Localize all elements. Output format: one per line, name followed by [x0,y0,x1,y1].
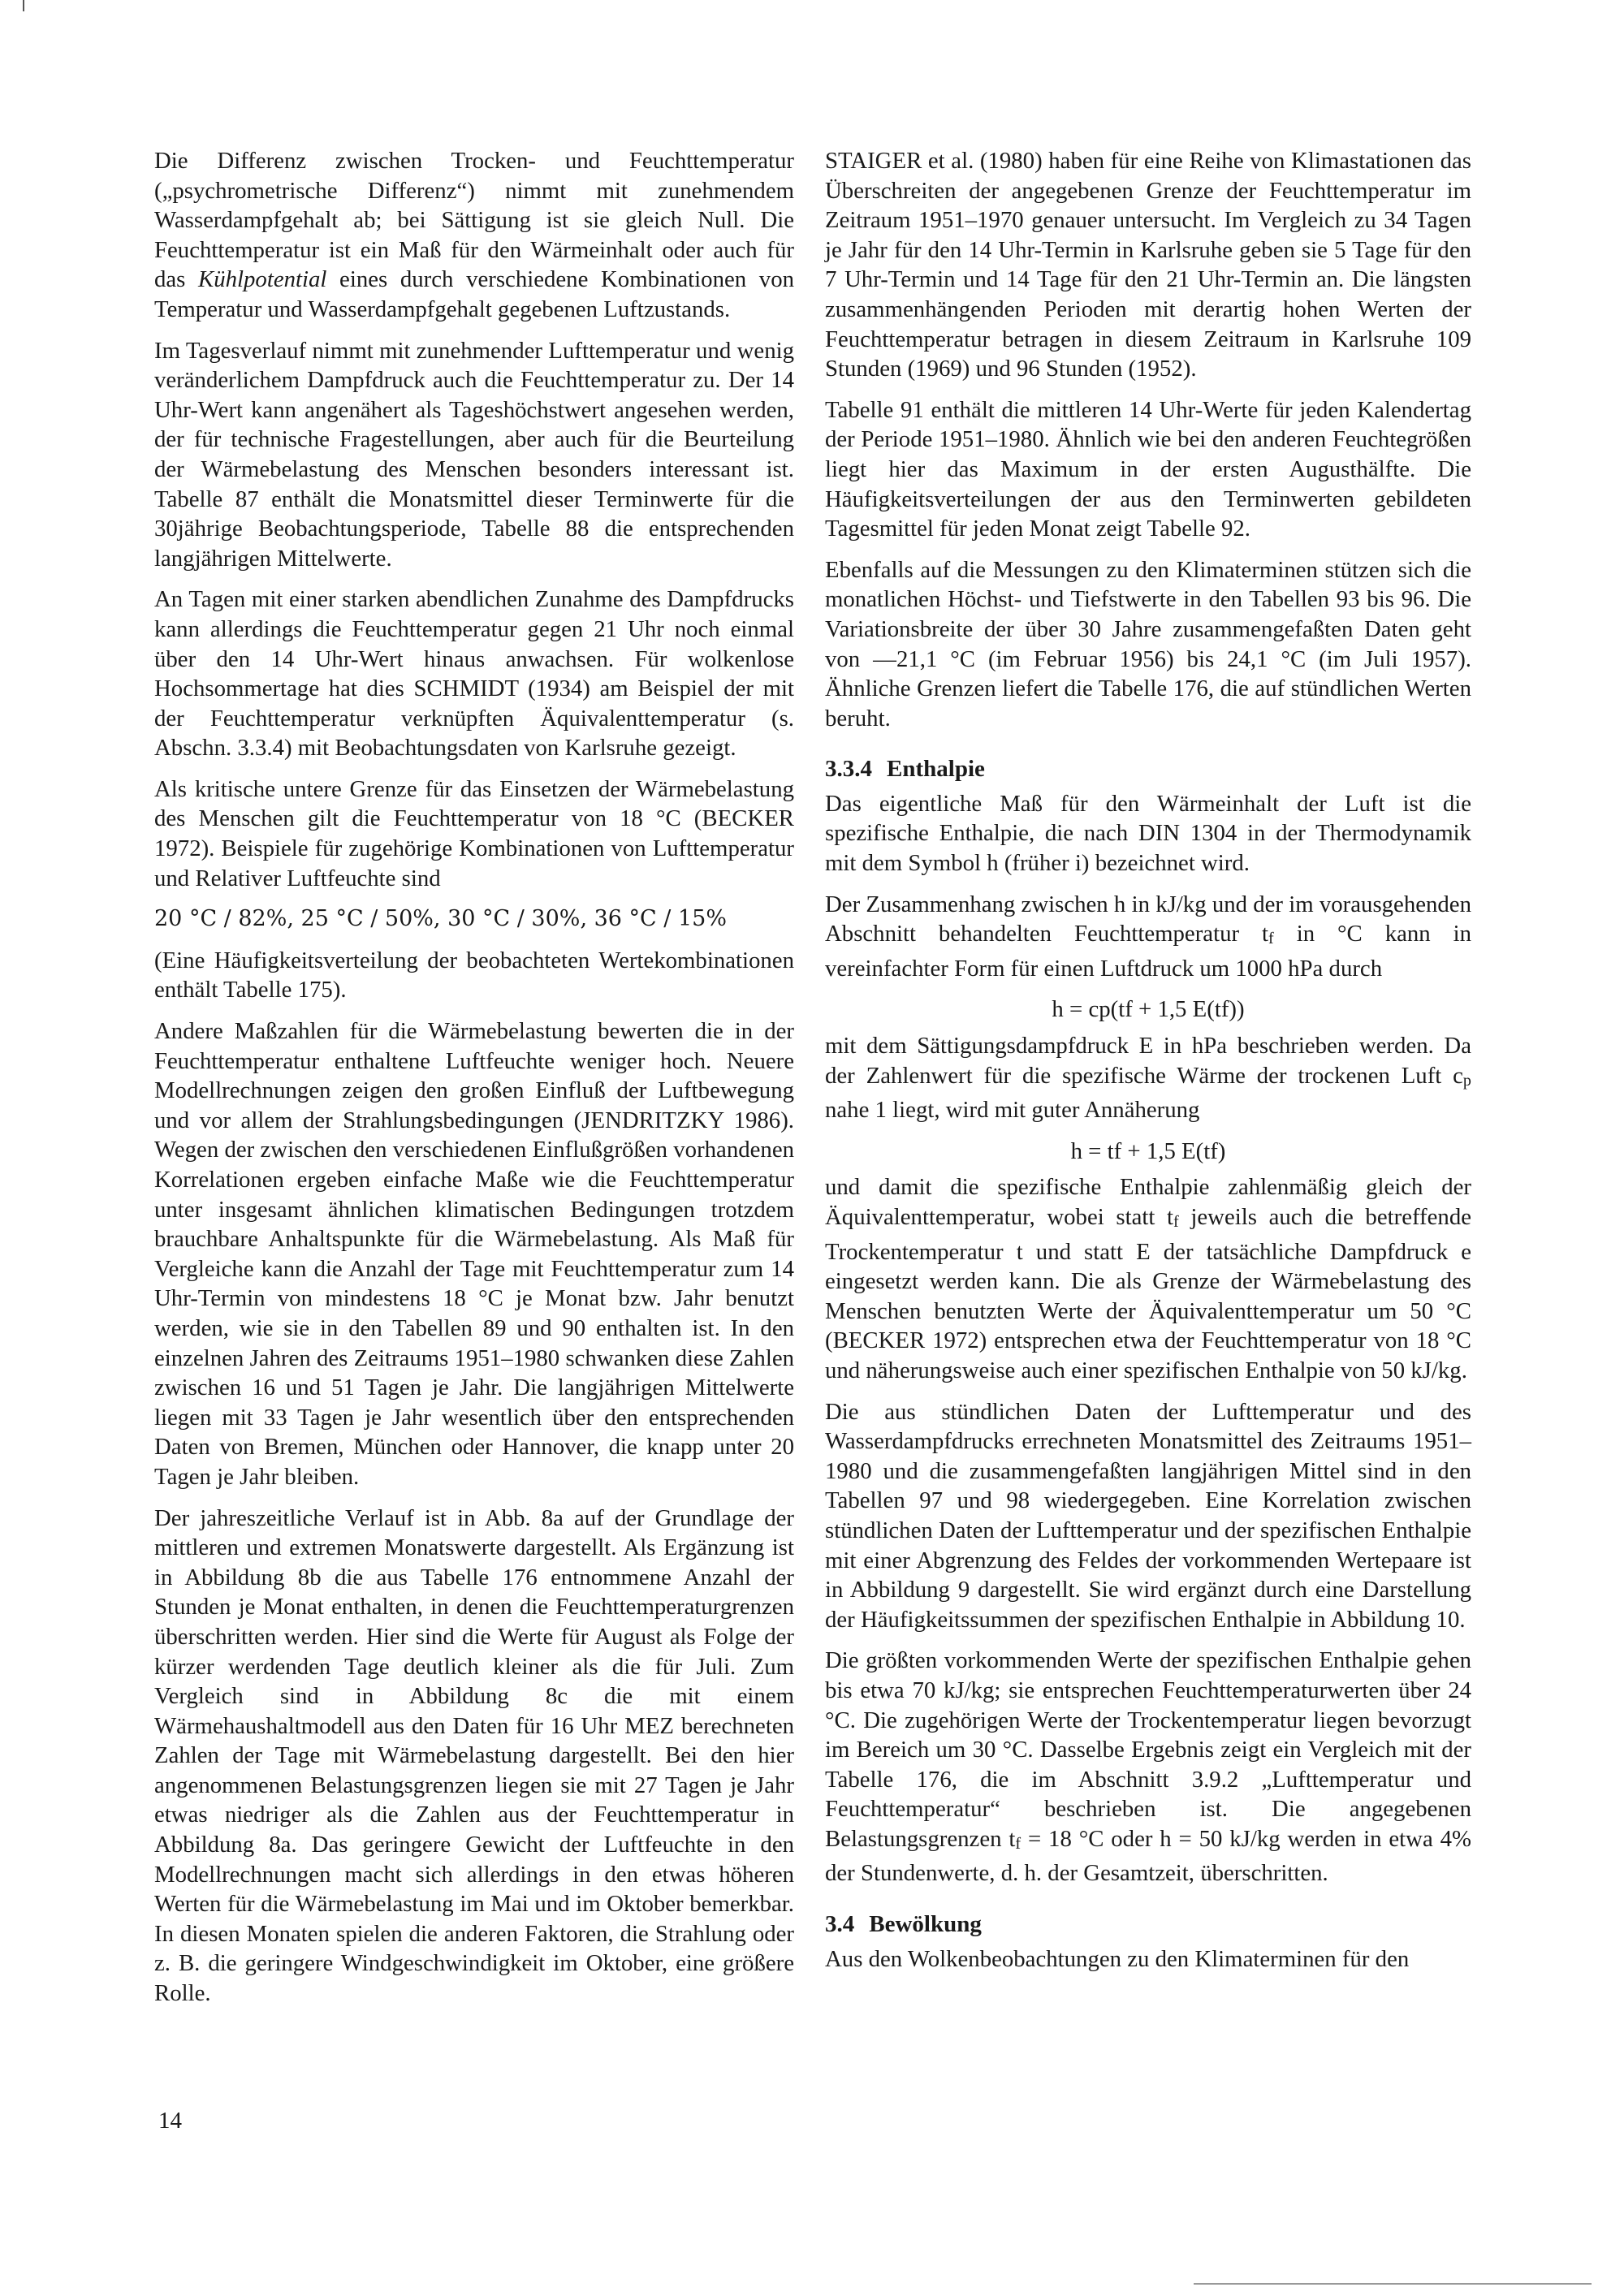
equation-2: h = tf + 1,5 E(tf) [1070,1137,1226,1164]
emphasis: Kühlpotential [198,266,327,293]
paragraph: und damit die spezifische Enthalpie zahlenmäßig gleich der Äquivalenttemperatur, wobei statt tf jeweils auch die betreffende Trockentemperatur t und statt E der tatsächliche Dampfdruck e eingesetzt werden kann. Die als Grenze der Wärmebelastung des Menschen benutzten Werte der Äquivalenttemperatur um 50 °C (BECKER 1972) entsprechen etwa der Feuchttemperatur von 18 °C und näherungsweise auch einer spezifischen Enthalpie von 50 kJ/kg. [825,1174,1472,1383]
left-column [154,146,794,2020]
paragraph: Aus den Wolkenbeobachtungen zu den Klimaterminen für den [825,1945,1410,1972]
paragraph: Ebenfalls auf die Messungen zu den Klimaterminen stützen sich die monatlichen Höchst- und Tiefstwerte in den Tabellen 93 bis 96. Die Variationsbreite der über 30 Jahre zusammengefaßten Daten geht von —21,1 °C (im Februar 1956) bis 24,1 °C (im Juli 1957). Ähnliche Grenzen liefert die Tabelle 176, die auf stündlichen Werten beruht. [825,556,1471,732]
paragraph: mit dem Sättigungsdampfdruck E in hPa beschrieben werden. Da der Zahlenwert für die spezifische Wärme der trockenen Luft cp nahe 1 liegt, wird mit guter Annäherung [825,1033,1471,1124]
value-combinations: 20 °C / 82%, 25 °C / 50%, 30 °C / 30%, 36 °C / 15% [154,906,727,932]
paragraph: Die größten vorkommenden Werte der spezifischen Enthalpie gehen bis etwa 70 kJ/kg; sie entsprechen Feuchttemperaturwerten über 24 °C. Die zugehörigen Werte der Trockentemperatur liegen bevorzugt im Bereich um 30 °C. Dasselbe Ergebnis zeigt ein Vergleich mit der Tabelle 176, die im Abschnitt 3.9.2 „Lufttemperatur und Feuchttemperatur“ beschrieben ist. Die angegebenen Belastungsgrenzen tf = 18 °C oder h = 50 kJ/kg werden in etwa 4% der Stundenwerte, d. h. der Gesamtzeit, überschritten. [825,1647,1471,1887]
page-number: 14 [158,2108,182,2134]
paragraph: Der Zusammenhang zwischen h in kJ/kg und der im vorausgehenden Abschnitt behandelten Feuchttemperatur tf in °C kann in vereinfachter Form für einen Luftdruck um 1000 hPa durch [825,891,1472,982]
paragraph: Die Differenz zwischen Trocken- und Feuchttemperatur („psychrometrische Differenz“) nimmt mit zunehmendem Wasserdampfgehalt ab; bei Sättigung ist sie gleich Null. Die Feuchttemperatur ist ein Maß für den Wärmeinhalt oder auch für das Kühlpotential eines durch verschiedene Kombinationen von Temperatur und Wasserdampfgehalt gegebenen Luftzustands. [154,148,794,322]
section-heading-bewoelkung: 3.4 Bewölkung [825,1911,982,1938]
scan-edge-line [1194,2283,1592,2285]
equation-1: h = cp(tf + 1,5 E(tf)) [1052,996,1245,1023]
paragraph: Andere Maßzahlen für die Wärmebelastung bewerten die in der Feuchttemperatur enthaltene Luftfeuchte weniger hoch. Neuere Modellrechnungen zeigen den großen Einfluß der Luftbewegung und vor allem der Strahlungsbedingungen (JENDRITZKY 1986). Wegen der zwischen den verschiedenen Einflußgrößen vorhandenen Korrelationen ergeben einfache Maße wie die Feuchttemperatur unter insgesamt ähnlichen klimatischen Bedingungen trotzdem brauchbare Anhaltspunkte für die Wärmebelastung. Als Maß für Vergleiche kann die Anzahl der Tage mit Feuchttemperatur zum 14 Uhr-Termin von mindestens 18 °C je Monat bzw. Jahr benutzt werden, wie sie in den Tabellen 89 und 90 enthalten ist. In den einzelnen Jahren des Zeitraums 1951–1980 schwanken diese Zahlen zwischen 16 und 51 Tagen je Jahr. Die langjährigen Mittelwerte liegen mit 33 Tagen je Jahr wesentlich über den entsprechenden Daten von Bremen, München oder Hannover, die knapp unter 20 Tagen je Jahr bleiben. [154,1018,794,1490]
paragraph: Tabelle 91 enthält die mittleren 14 Uhr-Werte für jeden Kalendertag der Periode 1951–1980. Ähnlich wie bei den anderen Feuchtegrößen liegt hier das Maximum in der ersten Augusthälfte. Die Häufigkeitsverteilungen der aus den Terminwerten gebildeten Tagesmittel für jeden Monat zeigt Tabelle 92. [825,396,1471,542]
paragraph: Das eigentliche Maß für den Wärmeinhalt der Luft ist die spezifische Enthalpie, die nach DIN 1304 in der Thermodynamik mit dem Symbol h (früher i) bezeichnet wird. [825,790,1471,877]
scan-edge-mark [23,0,24,11]
paragraph: Als kritische untere Grenze für das Einsetzen der Wärmebelastung des Menschen gilt die Feuchttemperatur von 18 °C (BECKER 1972). Beispiele für zugehörige Kombinationen von Lufttemperatur und Relativer Luftfeuchte sind [154,775,794,891]
paragraph: An Tagen mit einer starken abendlichen Zunahme des Dampfdrucks kann allerdings die Feuchttemperatur gegen 21 Uhr noch einmal über den 14 Uhr-Wert hinaus anwachsen. Für wolkenlose Hochsommertage hat dies SCHMIDT (1934) am Beispiel der mit der Feuchttemperatur verknüpften Äquivalenttemperatur (s. Abschn. 3.3.4) mit Beobachtungsdaten von Karlsruhe gezeigt. [154,586,794,762]
paragraph: Im Tagesverlauf nimmt mit zunehmender Lufttemperatur und wenig veränderlichem Dampfdruck auch die Feuchttemperatur zu. Der 14 Uhr-Wert kann angenähert als Tageshöchstwert angesehen werden, der für technische Fragestellungen, aber auch für die Beurteilung der Wärmebelastung des Menschen besonders interessant ist. Tabelle 87 enthält die Monatsmittel dieser Terminwerte für die 30jährige Beobachtungsperiode, Tabelle 88 die entsprechenden langjährigen Mittelwerte. [154,337,794,572]
section-heading-enthalpie: 3.3.4 Enthalpie [825,756,985,783]
right-column [825,146,1471,1985]
paragraph: Die aus stündlichen Daten der Lufttemperatur und des Wasserdampfdrucks errechneten Monatsmittel des Zeitraums 1951–1980 und die zusammengefaßten langjährigen Mittel sind in den Tabellen 97 und 98 wiedergegeben. Eine Korrelation zwischen stündlichen Daten der Lufttemperatur und der spezifischen Enthalpie mit einer Abgrenzung des Feldes der vorkommenden Wertepaare ist in Abbildung 9 dargestellt. Sie wird ergänzt durch eine Darstellung der Häufigkeitssummen der spezifischen Enthalpie in Abbildung 10. [825,1398,1471,1633]
paragraph: Der jahreszeitliche Verlauf ist in Abb. 8a auf der Grundlage der mittleren und extremen Monatswerte dargestellt. Als Ergänzung ist in Abbildung 8b die aus Tabelle 176 entnommene Anzahl der Stunden je Monat enthalten, in denen die Feuchttemperaturgrenzen überschritten werden. Hier sind die Werte für August als Folge der kürzer werdenden Tage deutlich kleiner als die für Juli. Zum Vergleich sind in Abbildung 8c die mit einem Wärmehaushaltmodell aus den Daten für 16 Uhr MEZ berechneten Zahlen der Tage mit Wärmebelastung dargestellt. Bei den hier angenommenen Belastungsgrenzen liegen sie mit 27 Tagen je Jahr etwas niedriger als die Zahlen aus der Feuchttemperatur in Abbildung 8a. Das geringere Gewicht der Luftfeuchte in den Modellrechnungen macht sich allerdings in den etwas höheren Werten für die Wärmebelastung im Mai und im Oktober bemerkbar. In diesen Monaten spielen die anderen Faktoren, die Strahlung oder z. B. die geringere Windgeschwindigkeit im Oktober, eine größere Rolle. [154,1504,794,2007]
paragraph: STAIGER et al. (1980) haben für eine Reihe von Klimastationen das Überschreiten der angegebenen Grenze der Feuchttemperatur im Zeitraum 1951–1970 genauer untersucht. Im Vergleich zu 34 Tagen je Jahr für den 14 Uhr-Termin in Karlsruhe geben sie 5 Tage für den 7 Uhr-Termin und 14 Tage für den 21 Uhr-Termin an. Die längsten zusammenhängenden Perioden mit derartig hohen Werten der Feuchttemperatur betragen in diesem Zeitraum in Karlsruhe 109 Stunden (1969) und 96 Stunden (1952). [825,148,1471,382]
paragraph: (Eine Häufigkeitsverteilung der beobachteten Wertekombinationen enthält Tabelle 175). [154,947,794,1003]
